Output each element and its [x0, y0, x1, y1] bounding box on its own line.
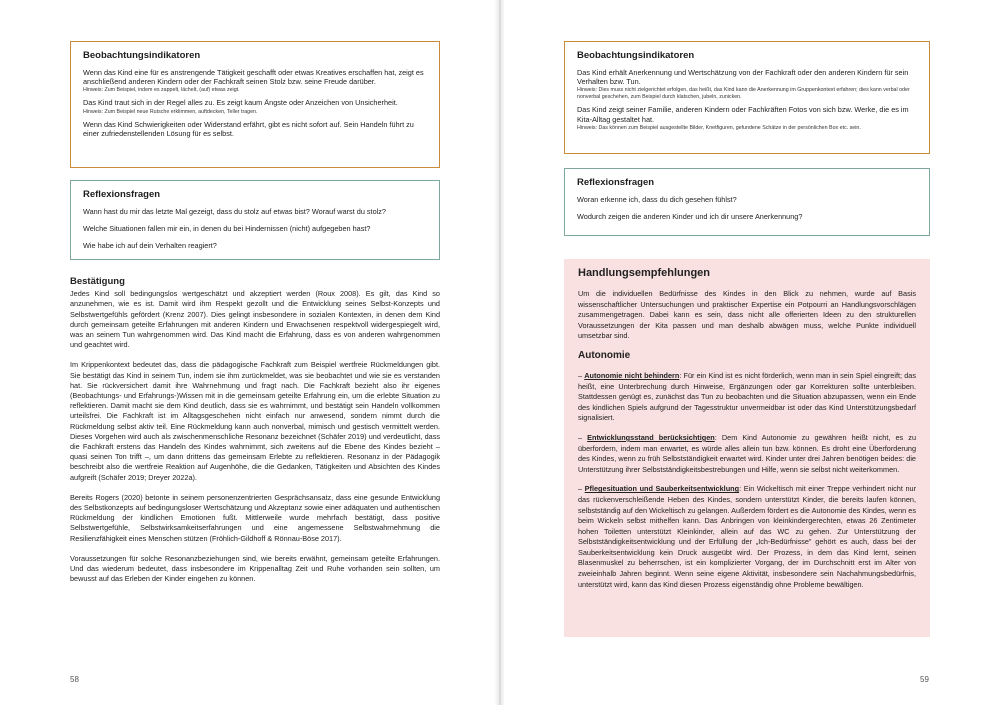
- indicator-text: Das Kind traut sich in der Regel alles zu. Es zeigt kaum Ängste oder Anzeichen von Unsicherheit.: [83, 98, 398, 108]
- indicator-text: Wenn das Kind eine für es anstrengende Tätigkeit geschafft oder etwas Kreatives erschaffen hat, zeigt es anschließend anderen Kindern oder der Fachkraft seinen Stolz bzw. seine Freude darüber.: [83, 68, 424, 87]
- section-title: Bestätigung: [70, 276, 125, 287]
- recommendation-item: – Autonomie nicht behindern: Für ein Kind ist es nicht förderlich, wenn man in sein Spiel eingreift; das heißt, eine Unterbrechung durch Hinweise, Ergänzungen oder gar Korrekturen sollte unterbleiben. Stattdessen genügt es, zunächst das Tun zu beobachten und die Situation abzupassen, wenn ein Ende des kindlichen Spiels aufgrund der Tagesstruktur unvermeidbar ist oder das Kind Unterstützungsbedarf signalisiert.: [578, 370, 916, 423]
- body-paragraph: Jedes Kind soll bedingungslos wertgeschätzt und akzeptiert werden (Roux 2008). Es gilt, das Kind so anzunehmen, wie es ist. Damit wird ihm Respekt gezollt und die Entwicklung seines Selbst-Konzepts und Selbstwertgefühls gefördert (Krenz 2007). Dies gelingt insbesondere in sozialen Kontexten, in denen dem Kind durch gemeinsam geteilte Erfahrungen mit anderen Kindern und Erwachsenen respektvoll widergespiegelt wird, was an seinem Tun wahrgenommen wird. Das Kind macht die Erfahrung, dass es von anderen wahrgenommen und geachtet wird.: [70, 289, 440, 350]
- recommendations-title: Handlungsempfehlungen: [578, 267, 710, 279]
- recommendation-lead: Entwicklungsstand berücksichtigen: [587, 432, 715, 442]
- indicator-item: [83, 68, 427, 94]
- indicator-hint: Hinweis: Zum Beispiel, indem es zappelt, lächelt, (auf) etwas zeigt.: [83, 87, 240, 94]
- observation-indicators-box: [70, 41, 440, 168]
- reflection-question: Welche Situationen fallen mir ein, in denen du bei Hindernissen (nicht) aufgegeben hast?: [83, 224, 371, 234]
- reflection-question: Woran erkenne ich, dass du dich gesehen fühlst?: [577, 195, 737, 204]
- box-title: Reflexionsfragen: [83, 189, 161, 200]
- box-title: Reflexionsfragen: [577, 177, 655, 188]
- indicator-hint: Hinweis: Dies muss nicht zielgerichtet erfolgen, das heißt, das Kind kann die Anerkennung im Gruppenkontext erfahren; dies kann verbal oder nonverbal geschehen, zum Beispiel durch klatschen, jubeln, zunicken.: [577, 87, 910, 101]
- indicator-hint: Hinweis: Zum Beispiel neue Rutsche erklimmen, auftdecken, Teller tragen.: [83, 108, 258, 115]
- page-number: 59: [920, 675, 929, 684]
- recommendation-item: – Pflegesituation und Sauberkeitsentwicklung: Ein Wickeltisch mit einer Treppe verhindert nicht nur das rückenverschleißende Heben des Kindes, sondern unterstützt Kinder, die bereits laufen können, selbstständig auf den Wickeltisch zu gelangen. Außerdem fördert es die Autonomie des Kindes, wenn es beim Wickeln selbst mithelfen kann. Das Anbringen von kleinkindergerechten, etwas 26 Zentimeter hohen Toiletten unterstützt Kleinkinder, allein auf das WC zu gehen. Zur Unterstützung der Selbstständigkeitsentwicklung und der Erfüllung der „Ich-Bedürfnisse" gehört es auch, dass bei der Sauberkeitsentwicklung kein Druck ausgeübt wird. Der Prozess, in dem das Kind lernt, seinen Blasenmuskel zu beherrschen, ist ein komplizierter Vorgang, der im Durchschnitt erst im Alter von zweieinhalb Jahren beginnt. Wenn seine eigene Aktivität, insbesondere sein Nachahmungsbedürfnis, unterstützt wird, kann das Kind diesen Prozess eigenständig ohne Probleme bewältigen.: [578, 484, 917, 589]
- left-page: [0, 0, 496, 705]
- indicator-text: Das Kind zeigt seiner Familie, anderen Kindern oder Fachkräften Fotos von sich bzw. Werke, die es im Kita-Alltag gestaltet hat.: [577, 105, 909, 124]
- reflection-questions-box: [70, 180, 440, 260]
- indicator-text: Das Kind erhält Anerkennung und Wertschätzung von der Fachkraft oder den anderen Kindern für sein Verhalten bzw. Tun.: [577, 68, 909, 87]
- body-paragraph: Voraussetzungen für solche Resonanzbeziehungen sind, wie bereits erwähnt, gemeinsam geteilte Erfahrungen. Und das wiederum bedeutet, dass insbesondere im Krippenalltag Zeit und Ruhe vorhanden sein sollten, um bewusst auf das Erleben der Kinder eingehen zu können.: [70, 553, 440, 584]
- indicator-item: [83, 98, 427, 115]
- recommendations-intro: Um die individuellen Bedürfnisse des Kindes in den Blick zu nehmen, wurde auf Basis wissenschaftlicher Untersuchungen und praktischer Expertise ein Potpourri an Handlungsvorschlägen zusammengetragen. Dabei kann es sein, dass nicht alle offerierten Ideen zu den strukturellen Voraussetzungen der Kita passen und man deshalb abwägen muss, welche Punkte individuell umsetzbar sind.: [578, 289, 916, 341]
- recommendation-text: : Für ein Kind ist es nicht förderlich, wenn man in sein Spiel eingreift; das heißt, eine Unterbrechung durch Hinweise, Ergänzungen oder gar Korrekturen sollte unterbleiben. Stattdessen genügt es, zunächst das Tun zu beobachten und die Situation abzupassen, wenn ein Ende des kindlichen Spiels aufgrund der Tagesstruktur unvermeidbar ist oder das Kind Unterstützungsbedarf signalisiert.: [578, 370, 916, 423]
- recommendation-text: : Ein Wickeltisch mit einer Treppe verhindert nicht nur das rückenverschleißende Heben des Kindes, sondern unterstützt Kinder, die bereits laufen können, selbstständig auf den Wickeltisch zu gelangen. Außerdem fördert es die Autonomie des Kindes, wenn es beim Wickeln selbst mithelfen kann. Das Anbringen von kleinkindergerechten, etwas 26 Zentimeter hohen Toiletten unterstützt Kleinkinder, allein auf das WC zu gehen. Zur Unterstützung der Selbstständigkeitsentwicklung und der Erfüllung der „Ich-Bedürfnisse" gehört es auch, dass bei der Sauberkeitsentwicklung kein Druck ausgeübt wird. Der Prozess, in dem das Kind lernt, seinen Blasenmuskel zu beherrschen, ist ein komplizierter Vorgang, der im Durchschnitt erst im Alter von zweieinhalb Jahren beginnt. Wenn seine eigene Aktivität, insbesondere sein Nachahmungsbedürfnis, unterstützt wird, kann das Kind diesen Prozess eigenständig ohne Probleme bewältigen.: [578, 484, 917, 589]
- observation-indicators-box: [564, 41, 930, 154]
- recommendation-text: : Dem Kind Autonomie zu gewähren heißt nicht, es zu überfordern, indem man erwartet, es würde alles allein tun bzw. können. Es droht eine Überforderung des Kindes, wenn zu früh Selbstständigkeit erwartet wird. Kinder unter drei Jahren benötigen beides: die Unterstützung ihrer Selbstständigkeitsbestrebungen und Hilfe, wenn sie selbst nicht weiterkommen.: [578, 432, 916, 474]
- body-paragraph: Im Krippenkontext bedeutet das, dass die pädagogische Fachkraft zum Beispiel wertfreie Rückmeldungen gibt. Sie bestätigt das Kind in seinem Tun, indem sie ihm zurückmeldet, was sie beobachtet und wie sie es verstanden hat. Sie rückversichert damit ihre Wahrnehmung und fragt nach. Die Fachkraft bezieht also ihr eigenes (Beobachtungs- und Erfahrungs-)Wissen mit in die gemeinsam geteilte Erfahrung ein, um die erlebte Situation zu reflektieren. Damit macht sie dem Kind deutlich, dass sie es wahrnimmt, und bestätigt sein Handeln vollkommen urteilsfrei. Die Fachkraft ist im Alltagsgeschehen nicht einfach nur anwesend, sondern nimmt durch die Rückmeldung selbst aktiv teil. Eine Rückmeldung kann auch nonverbal, mimisch und gestisch vermittelt werden. Dieses Vorgehen wird auch als zwischenmenschliche Resonanz bezeichnet (Schäfer 2019) und verdeutlicht, dass die Fachkraft erstens das Handeln des Kindes wahrnimmt, sich zweitens auf die Ebene des Kindes bezieht – quasi seinen Ton trifft –, um dann drittens das gemeinsam Erlebte zu reflektieren. Resonanz in der Pädagogik beschreibt also die wertfreie Reaktion auf Augenhöhe, die die Gedanken, Tätigkeiten und Absichten des Kindes aufgreift (Schäfer 2019; Dreyer 2022a).: [70, 360, 440, 482]
- indicator-item: [577, 105, 917, 131]
- confirmation-section: [70, 277, 440, 594]
- indicator-item: [577, 68, 917, 101]
- page-number: 58: [70, 675, 79, 684]
- reflection-question: Wie habe ich auf dein Verhalten reagiert?: [83, 241, 217, 251]
- reflection-question: Wann hast du mir das letzte Mal gezeigt, dass du stolz auf etwas bist? Worauf warst du stolz?: [83, 207, 386, 216]
- box-title: Beobachtungsindikatoren: [83, 50, 201, 61]
- box-title: Beobachtungsindikatoren: [577, 50, 695, 61]
- recommendations-box: [564, 259, 930, 637]
- indicator-item: [83, 120, 427, 138]
- indicator-hint: Hinweis: Das können zum Beispiel ausgestellte Bilder, Knetfiguren, gefundene Schätze in der persönlichen Box etc. sein.: [577, 124, 861, 131]
- recommendation-item: – Entwicklungsstand berücksichtigen: Dem Kind Autonomie zu gewähren heißt nicht, es zu überfordern, indem man erwartet, es würde alles allein tun bzw. können. Es droht eine Überforderung des Kindes, wenn zu früh Selbstständigkeit erwartet wird. Kinder unter drei Jahren benötigen beides: die Unterstützung ihrer Selbstständigkeitsbestrebungen und Hilfe, wenn sie selbst nicht weiterkommen.: [578, 432, 916, 474]
- body-paragraph: Bereits Rogers (2020) betonte in seinem personenzentrierten Gesprächsansatz, dass eine gesunde Entwicklung des Selbstkonzepts auf bedingungsloser Wertschätzung und Akzeptanz sowie einer adäquaten und authentischen Rückmeldung der kindlichen Emotionen fußt. Mittlerweile wurde mehrfach bestätigt, dass positive Selbstwertgefühle, Selbstwirksamkeitserfahrungen und eine angemessene Selbstwahrnehmung die Resilienzfähigkeit eines Menschen stützen (Fröhlich-Gildhoff & Rönnau-Böse 2017).: [70, 492, 440, 543]
- reflection-questions-box: [564, 168, 930, 236]
- indicator-text: Wenn das Kind Schwierigkeiten oder Widerstand erfährt, gibt es nicht sofort auf. Sein Handeln führt zu einer zufriedenstellenden Lösung für es selbst.: [83, 119, 414, 138]
- recommendation-lead: Pflegesituation und Sauberkeitsentwicklung: [584, 484, 740, 494]
- recommendation-lead: Autonomie nicht behindern: [584, 370, 680, 380]
- recommendations-subtitle: Autonomie: [578, 349, 631, 361]
- reflection-question: Wodurch zeigen die anderen Kinder und ich dir unsere Anerkennung?: [577, 212, 803, 222]
- right-page: [504, 0, 1000, 705]
